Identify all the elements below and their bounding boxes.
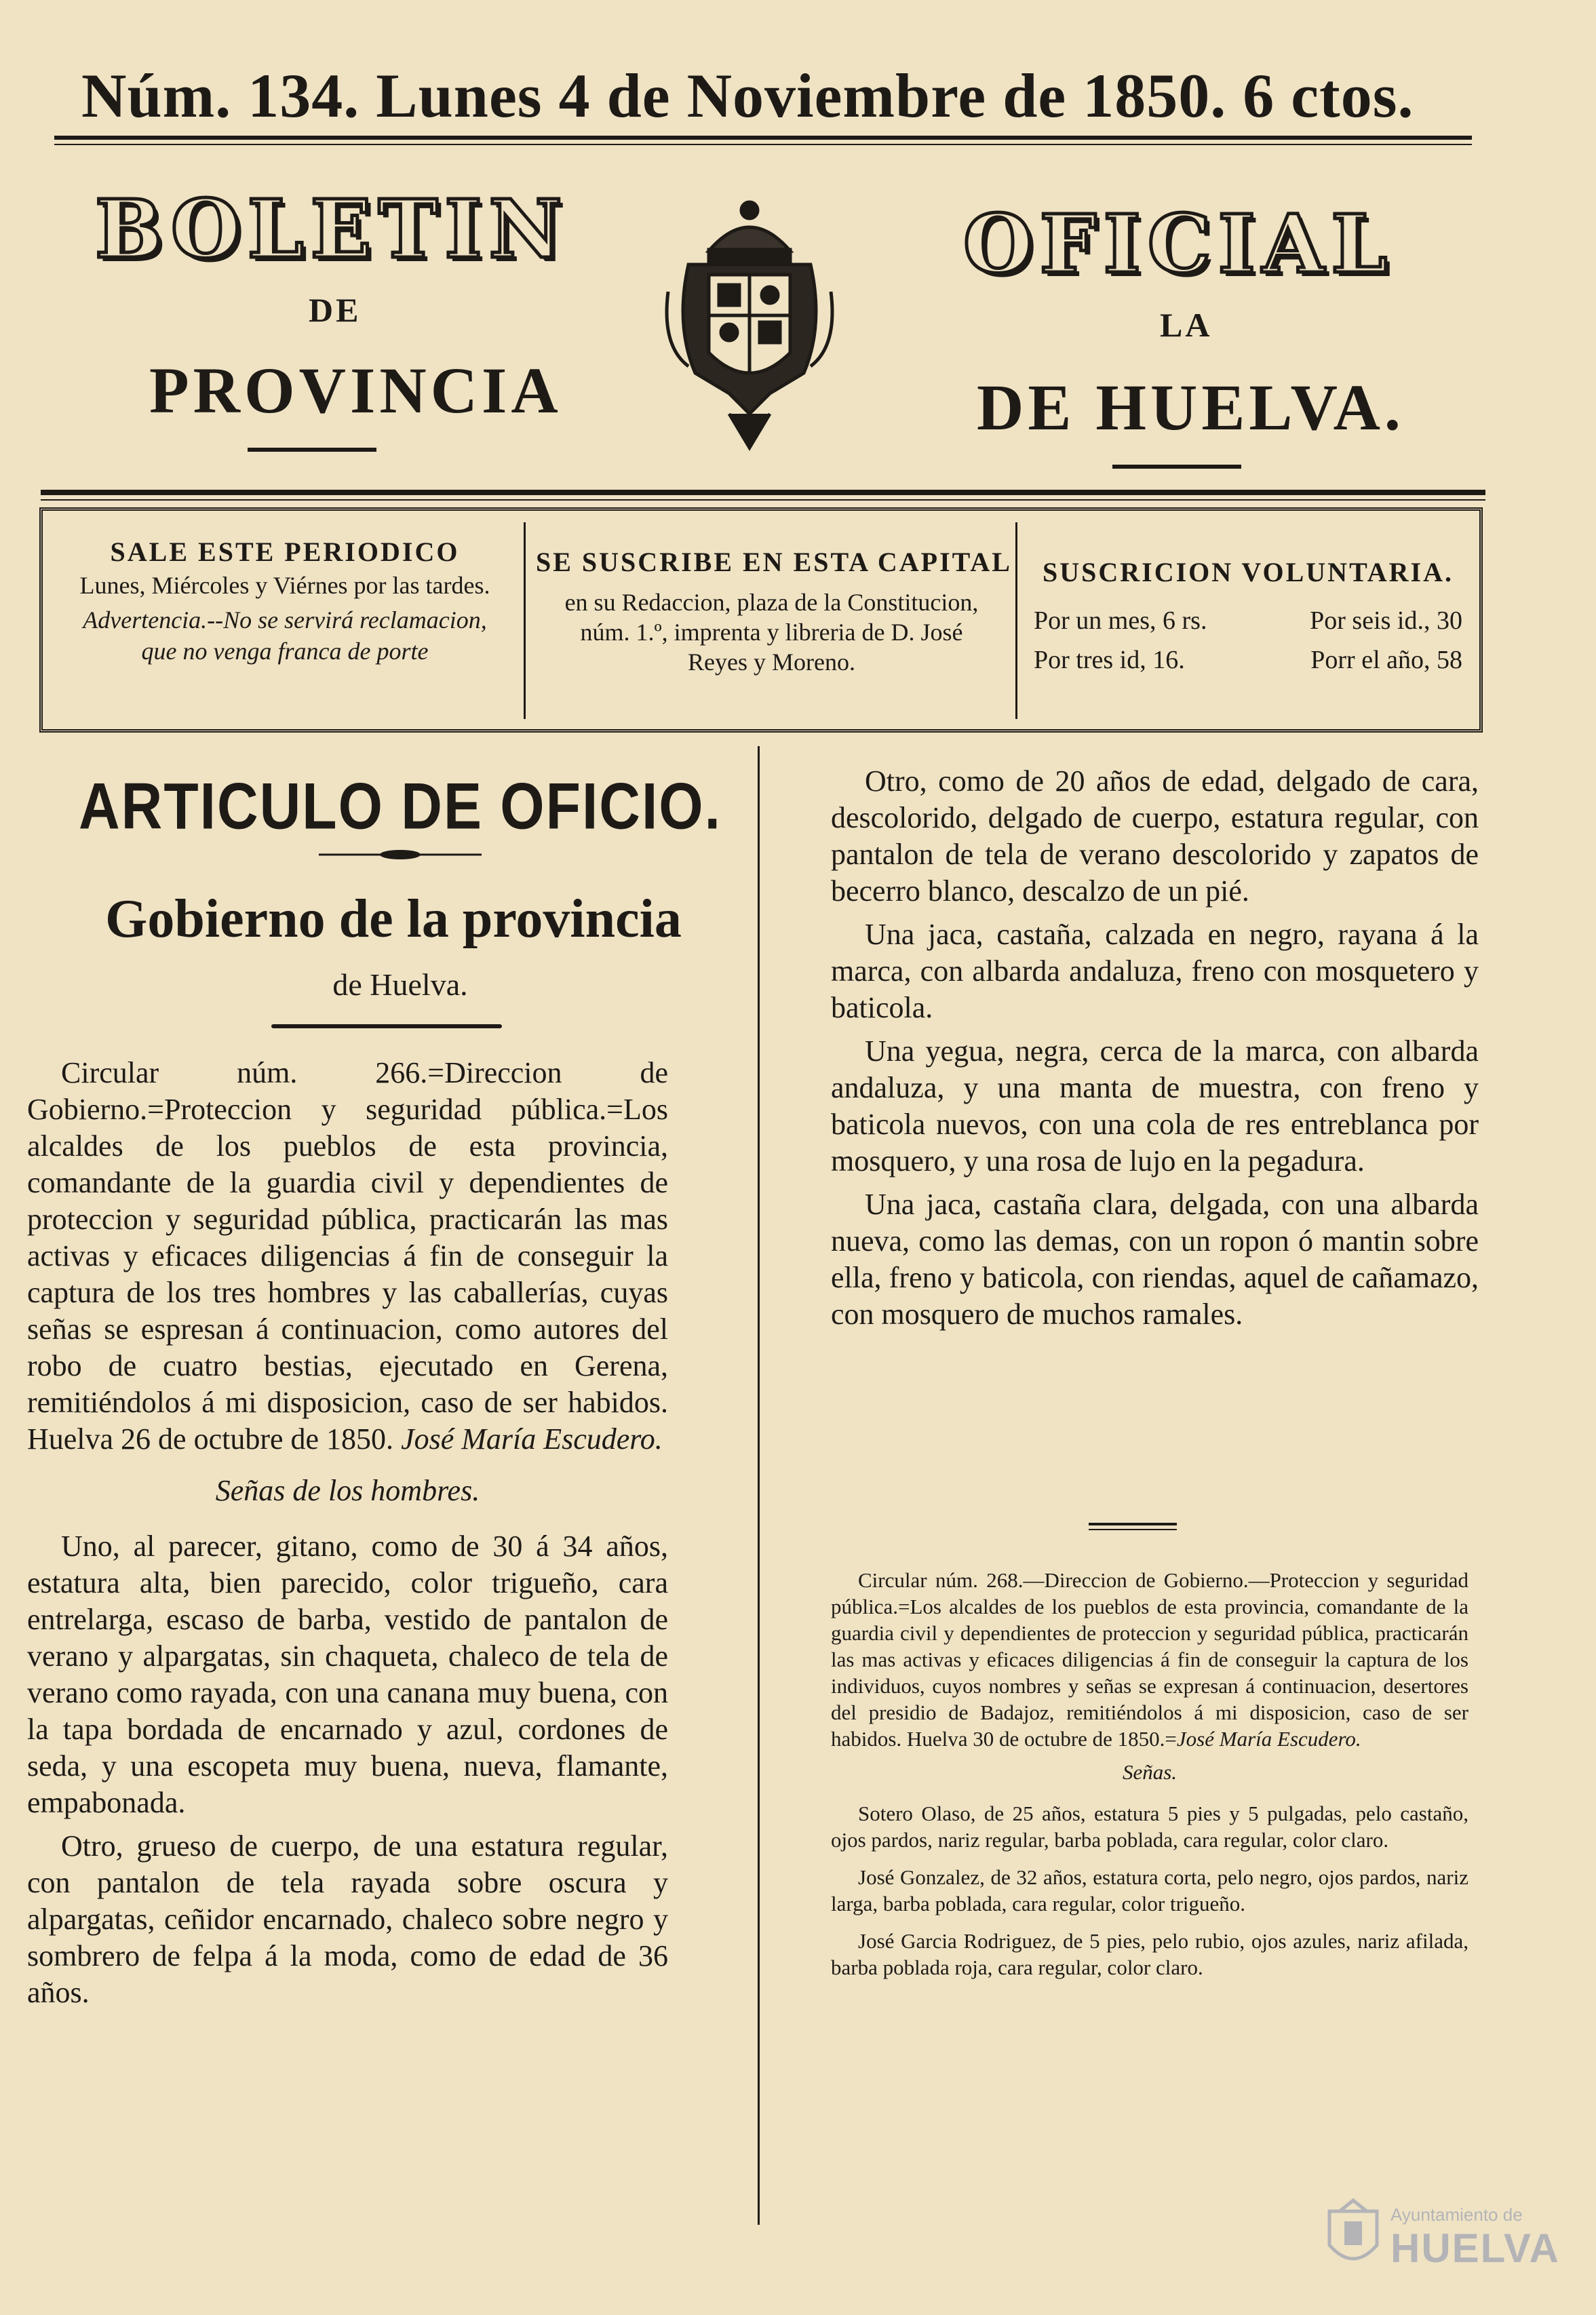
title-huelva: DE HUELVA. (977, 371, 1405, 444)
description-man-1: Uno, al parecer, gitano, como de 30 á 34 años, estatura alta, bien parecido, color trigueño, cara entrelarga, escaso de barba, vestido de pantalon de verano y alpargatas, sin chaqueta, chaleco de tela de verano como rayada, con una canana muy buena, con la tapa bordada de encarnado y azul, cordones de seda, y una escopeta muy buena, nueva, flamante, empabonada. (27, 1530, 668, 1819)
signature-266: José María Escudero. (401, 1422, 663, 1456)
gov-title: Gobierno de la provincia (105, 889, 682, 949)
info-box-divider-2 (1015, 522, 1017, 719)
senas-heading-268: Señas. (1122, 1760, 1177, 1784)
issue-line: Núm. 134. Lunes 4 de Noviembre de 1850. 6 ctos. (81, 61, 1414, 130)
price-three-months: Por tres id, 16. (1034, 646, 1185, 674)
schedule-days: Lunes, Miércoles y Viérnes por las tardes. (79, 572, 490, 599)
deserter-3: José Garcia Rodriguez, de 5 pies, pelo rubio, ojos azules, nariz afilada, barba poblada roja, cara regular, color claro. (831, 1929, 1468, 1979)
schedule-heading: SALE ESTE PERIODICO (110, 537, 460, 567)
info-col-schedule (54, 536, 515, 667)
right-column-body (831, 763, 1479, 1340)
left-column-body (27, 1055, 668, 2018)
prices-heading: SUSCRICION VOLUNTARIA. (1042, 557, 1454, 587)
subscribe-address: en su Redaccion, plaza de la Constitucion, núm. 1.º, imprenta y libreria de D. José Reyes y Moreno. (564, 589, 979, 676)
gov-divider (271, 1024, 502, 1028)
description-man-3: Otro, como de 20 años de edad, delgado de cara, descolorido, delgado de cuerpo, estatura regular, con pantalon de tela de verano descolorido y zapatos de becerro blanco, descalzo de un pié. (831, 764, 1479, 908)
ornament-divider (319, 848, 482, 861)
title-la: LA (1160, 306, 1213, 344)
watermark (1323, 2191, 1580, 2286)
signature-268: José María Escudero. (1176, 1727, 1361, 1751)
title-de: DE (309, 291, 362, 329)
watermark-line1: Ayuntamiento de (1390, 2204, 1523, 2225)
watermark-line2: HUELVA (1390, 2225, 1560, 2271)
subscribe-heading: SE SUSCRIBE EN ESTA CAPITAL (536, 547, 1012, 577)
description-animal-3: Una jaca, castaña clara, delgada, con una albarda nueva, como las demas, con un ropon ó mantin sobre ella, freno y baticola, con riendas, aquel de cañamazo, con mosquero de muchos ramales. (831, 1188, 1479, 1331)
right-divider-thin (1089, 1529, 1177, 1530)
deserter-1: Sotero Olaso, de 25 años, estatura 5 pies y 5 pulgadas, pelo castaño, ojos pardos, nariz regular, barba poblada, cara regular, color claro. (831, 1802, 1468, 1852)
info-col-prices (1024, 556, 1472, 675)
right-divider (1089, 1523, 1177, 1525)
title-underline-left (248, 448, 376, 452)
info-box-divider-1 (524, 522, 526, 719)
description-man-2: Otro, grueso de cuerpo, de una estatura regular, con pantalon de tela rayada sobre oscura y alpargatas, ceñidor encarnado, chaleco sobre negro y sombrero de felpa á la moda, como de edad de 36 años. (27, 1829, 668, 2009)
info-col-subscribe (536, 546, 1012, 677)
price-one-month: Por un mes, 6 rs. (1034, 606, 1207, 635)
section-heading: ARTICULO DE OFICIO. (79, 769, 722, 842)
circular-268-text: Circular núm. 268.—Direccion de Gobierno.—Proteccion y seguridad pública.=Los alcaldes de los pueblos de esta provincia, comandante de la guardia civil y dependientes de proteccion y seguridad pública, practicarán las mas activas y eficaces diligencias á fin de conseguir la captura de los individuos, cuyos nombres y señas se expresan á continuacion, desertores del presidio de Badajoz, remitiéndolos á mi disposicion, caso de ser habidos. Huelva 30 de octubre de 1850.=José María Escudero. (831, 1568, 1468, 1751)
circular-266-text: Circular núm. 266.=Direccion de Gobierno.=Proteccion y seguridad pública.=Los alcaldes de los pueblos de esta provincia, comandante de la guardia civil y dependientes de proteccion y seguridad pública, practicarán las mas activas y eficaces diligencias á fin de conseguir la captura de los tres hombres y las caballerías, cuyas señas se espresan á continuacion, como autores del robo de cuatro bestias, ejecutado en Gerena, remitiéndolos á mi disposicion, caso de ser habidos. Huelva 26 de octubre de 1850. José María Escudero. (27, 1056, 668, 1456)
price-six-months: Por seis id., 30 (1310, 606, 1462, 635)
gov-subtitle: de Huelva. (332, 967, 468, 1002)
title-provincia: PROVINCIA (149, 354, 562, 427)
title-underline-right (1112, 465, 1241, 469)
masthead-bottom-rule (41, 490, 1485, 495)
description-animal-2: Una yegua, negra, cerca de la marca, con albarda andaluza, y una manta de muestra, con freno y baticola nuevos, con una cola de res entreblanca por mosquero, y una rosa de lujo en la pegadura. (831, 1034, 1479, 1178)
column-divider (758, 746, 760, 2225)
title-boletin: BOLETIN (95, 182, 569, 276)
masthead-top-rule-thin (54, 144, 1472, 145)
price-year: Porr el año, 58 (1310, 646, 1462, 674)
right-column-small (831, 1567, 1468, 1991)
deserter-2: José Gonzalez, de 32 años, estatura corta, pelo negro, ojos pardos, nariz larga, barba poblada, cara regular, color trigueño. (831, 1865, 1468, 1915)
masthead-top-rule (54, 136, 1472, 140)
title-oficial: OFICIAL (963, 197, 1395, 291)
senas-heading: Señas de los hombres. (215, 1474, 480, 1507)
coat-of-arms-icon (661, 190, 838, 461)
schedule-notice: Advertencia.--No se servirá reclamacion, que no venga franca de porte (83, 606, 487, 665)
description-animal-1: Una jaca, castaña, calzada en negro, rayana á la marca, con albarda andaluza, freno con mosquetero y baticola. (831, 918, 1479, 1024)
masthead-bottom-rule-thin (41, 499, 1485, 501)
city-seal-icon (1323, 2198, 1384, 2272)
